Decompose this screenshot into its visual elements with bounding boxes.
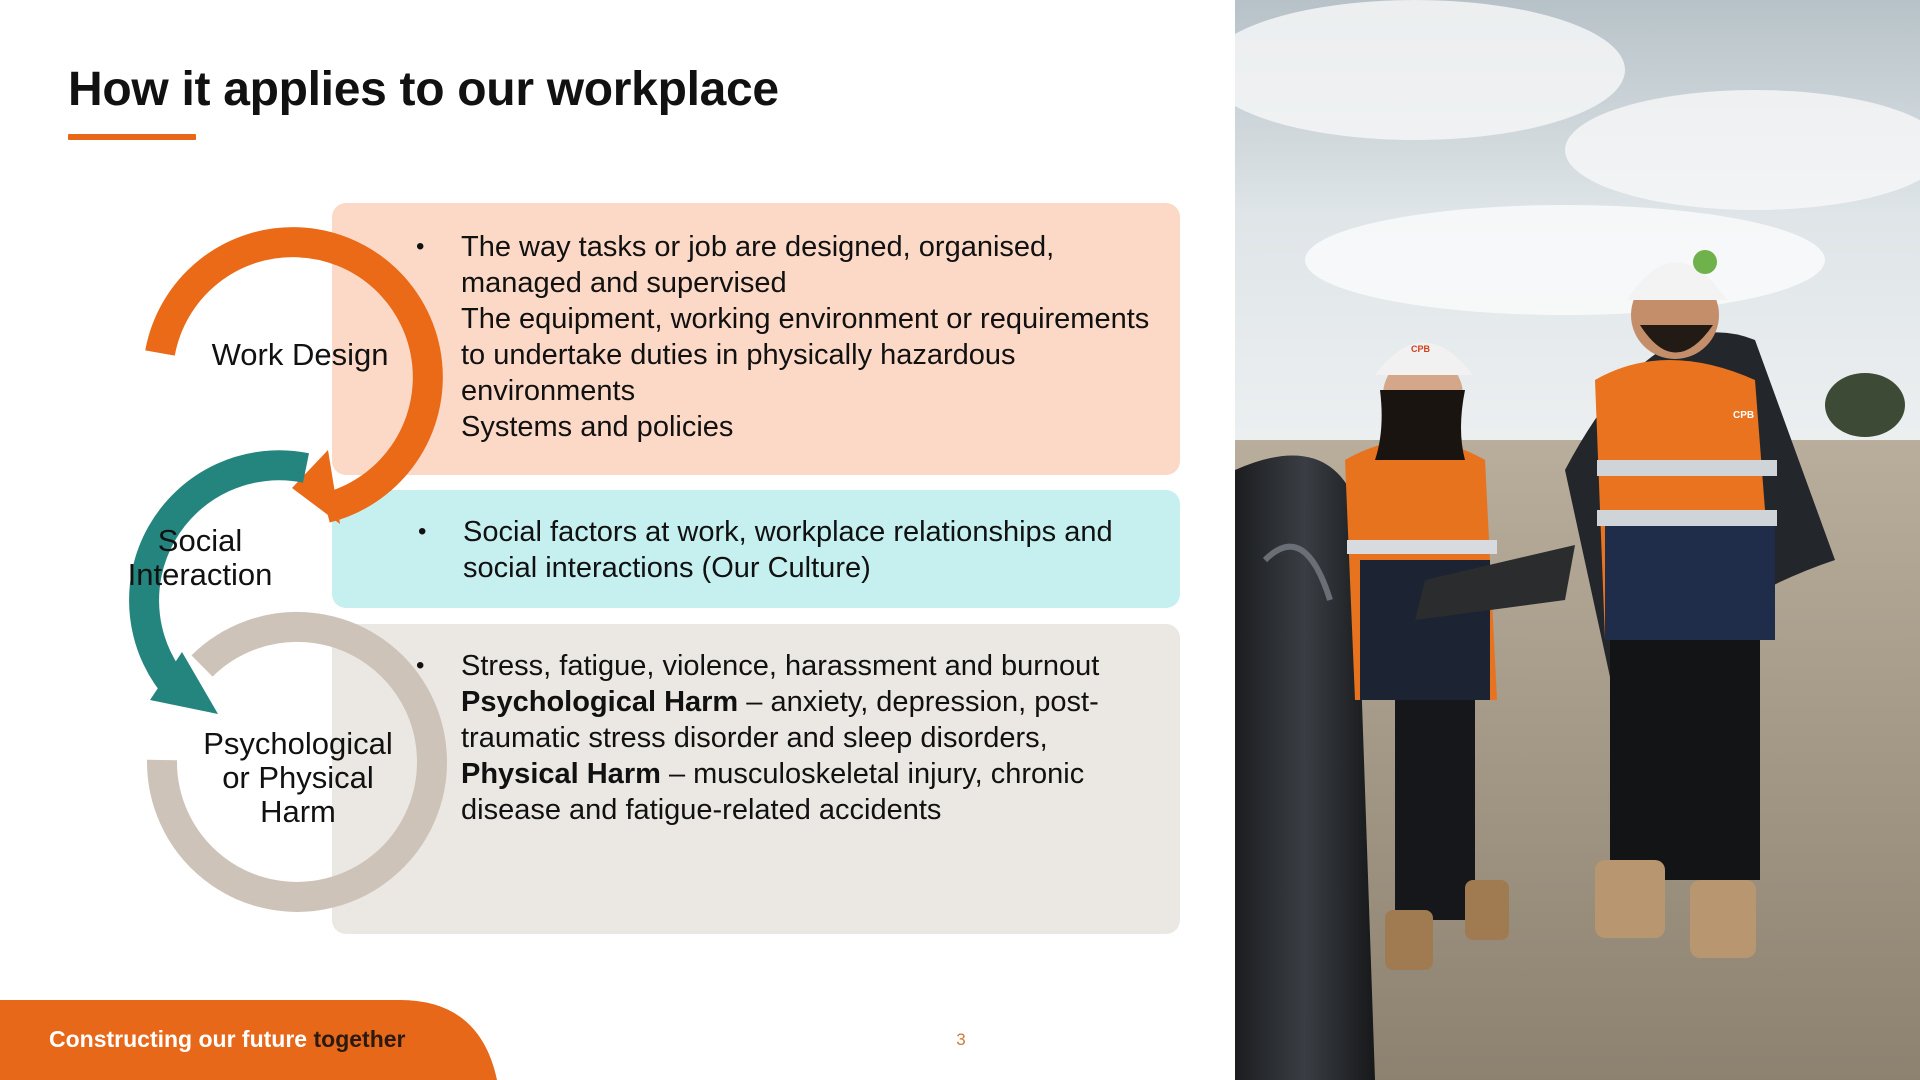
harm-label xyxy=(188,727,408,829)
tree xyxy=(1825,373,1905,437)
harm-point-text: Stress, fatigue, violence, harassment and burnout xyxy=(461,650,1100,682)
cloud xyxy=(1305,205,1825,315)
label-line: Interaction xyxy=(127,557,273,592)
legs xyxy=(1395,690,1475,920)
tagline-main: Constructing our future xyxy=(49,1026,314,1052)
harm-box xyxy=(332,624,1180,934)
title-underline xyxy=(68,134,196,140)
list-item xyxy=(416,648,1160,684)
reflective-tape xyxy=(1597,510,1777,526)
footer-tagline xyxy=(49,1026,405,1053)
work-design-points xyxy=(416,229,1160,445)
boot xyxy=(1465,880,1509,940)
physical-harm-description: – musculoskeletal injury, chronic disease and fatigue-related accidents xyxy=(461,758,1085,826)
list-item: • The way tasks or job are designed, organised, managed and supervised xyxy=(416,229,1160,301)
list-item: • The equipment, working environment or requirements to undertake duties in physically hazardous environments xyxy=(416,301,1160,409)
workers-photo xyxy=(1235,0,1920,1080)
shirt-logo: CPB xyxy=(1733,410,1755,421)
social-interaction-points xyxy=(418,514,1160,586)
shirt-lower xyxy=(1605,510,1775,640)
list-item: • Social factors at work, workplace relationships and social interactions (Our Culture) xyxy=(418,514,1160,586)
social-interaction-label xyxy=(100,524,300,592)
psychological-harm-description: – anxiety, depression, post-traumatic stress disorder and sleep disorders, xyxy=(461,686,1099,754)
hair xyxy=(1375,390,1465,460)
photo-illustration xyxy=(1235,0,1920,1080)
list-item xyxy=(416,684,1160,756)
list-item: • Systems and policies xyxy=(416,409,1160,445)
social-interaction-box xyxy=(332,490,1180,608)
work-design-box xyxy=(332,203,1180,475)
page-title: How it applies to our workplace xyxy=(68,63,779,116)
reflective-tape xyxy=(1347,540,1497,554)
helmet-logo: CPB xyxy=(1411,344,1431,354)
label-line: Harm xyxy=(260,794,336,829)
psychological-harm-term: Psychological Harm xyxy=(461,686,739,718)
physical-harm-term: Physical Harm xyxy=(461,758,661,790)
list-item xyxy=(416,756,1160,828)
boot xyxy=(1690,880,1756,958)
legs xyxy=(1610,620,1760,880)
page-number: 3 xyxy=(956,1030,966,1049)
label-line: Psychological xyxy=(203,726,393,761)
work-design-label: Work Design xyxy=(211,337,389,372)
reflective-tape xyxy=(1597,460,1777,476)
boot xyxy=(1385,910,1433,970)
label-line: Social xyxy=(157,523,243,558)
label-line: or Physical xyxy=(222,760,374,795)
social-interaction-arrow-head xyxy=(150,652,218,714)
helmet-sticker xyxy=(1693,250,1717,274)
boot xyxy=(1595,860,1665,938)
tagline-emphasis: together xyxy=(313,1026,406,1052)
harm-points xyxy=(416,648,1160,828)
